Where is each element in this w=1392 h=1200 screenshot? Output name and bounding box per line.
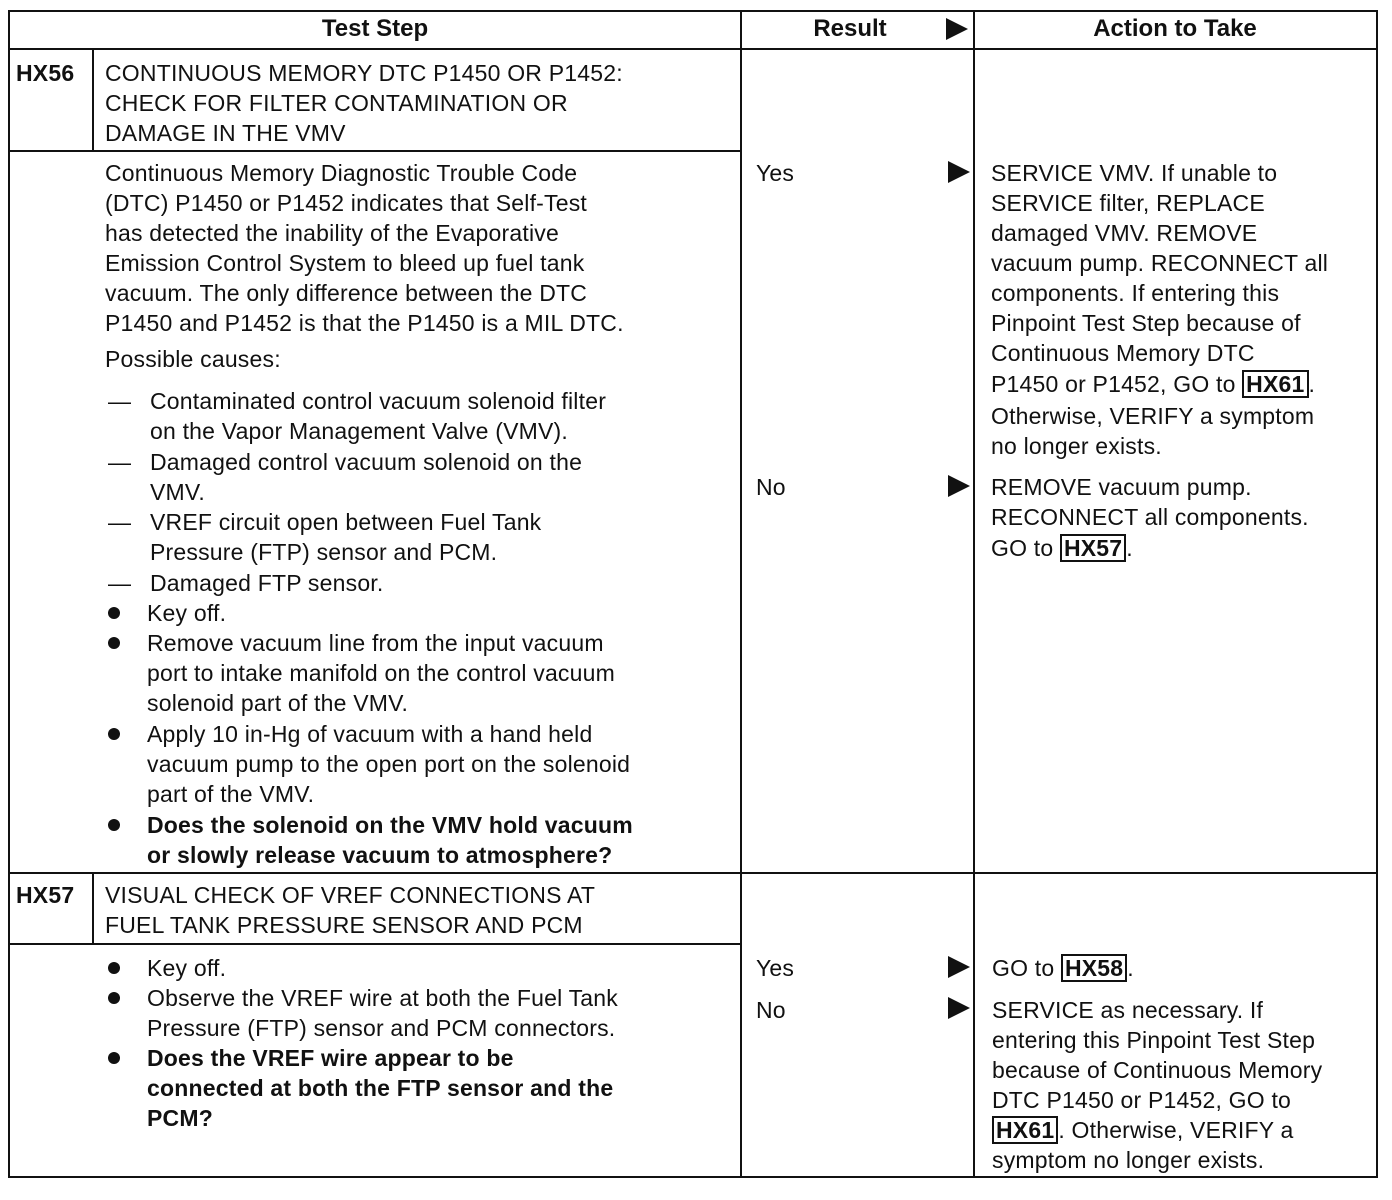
- hx56-step-line: vacuum pump to the open port on the solenoid: [147, 751, 631, 777]
- hx56-cause-line: Contaminated control vacuum solenoid filter: [150, 388, 607, 414]
- hx57-action-no-tail: symptom no longer exists.: [992, 1147, 1265, 1173]
- hx56-description-line: Emission Control System to bleed up fuel tank: [105, 250, 585, 276]
- header-action: Action to Take: [1093, 15, 1257, 42]
- goto-prefix: P1450 or P1452, GO to: [991, 371, 1236, 397]
- goto-suffix: .: [1126, 535, 1133, 561]
- hx56-action-yes-line: components. If entering this: [991, 280, 1280, 306]
- arrow-right-icon: [948, 997, 970, 1019]
- dash-icon: —: [108, 570, 131, 596]
- goto-hx58-link[interactable]: HX58: [1061, 954, 1127, 982]
- hx56-cause-line: VMV.: [150, 479, 205, 505]
- goto-hx61-link[interactable]: HX61: [992, 1116, 1058, 1144]
- hx57-action-no-line: entering this Pinpoint Test Step: [992, 1027, 1316, 1053]
- arrow-right-icon: [948, 161, 970, 183]
- bullet-icon: [108, 728, 120, 740]
- hx57-result-yes: Yes: [756, 955, 795, 981]
- hx56-cause-line: on the Vapor Management Valve (VMV).: [150, 418, 568, 444]
- hx57-step-line: Key off.: [147, 955, 227, 981]
- hx56-cause-line: Pressure (FTP) sensor and PCM.: [150, 539, 498, 565]
- hx56-description-line: P1450 and P1452 is that the P1450 is a MIL DTC.: [105, 310, 624, 336]
- hx56-action-no-line: RECONNECT all components.: [991, 504, 1309, 530]
- hx56-id-divider: [92, 50, 94, 151]
- hx56-description-line: (DTC) P1450 or P1452 indicates that Self-Test: [105, 190, 588, 216]
- bullet-icon: [108, 992, 120, 1004]
- table-right-border: [1376, 10, 1378, 1178]
- hx56-action-yes-goto: [991, 369, 1315, 399]
- hx56-action-yes-line: vacuum pump. RECONNECT all: [991, 250, 1329, 276]
- bullet-icon: [108, 607, 120, 619]
- header-result: Result: [813, 15, 887, 42]
- goto-suffix: . Otherwise, VERIFY a: [1058, 1117, 1294, 1143]
- hx56-possible-causes-label: Possible causes:: [105, 346, 281, 372]
- column-divider-action: [973, 10, 975, 1178]
- hx56-action-yes-tail: no longer exists.: [991, 433, 1162, 459]
- hx57-action-yes-goto: [992, 953, 1134, 983]
- goto-prefix: GO to: [991, 535, 1054, 561]
- hx57-question-line: Does the VREF wire appear to be: [147, 1045, 514, 1071]
- hx57-action-no-line: DTC P1450 or P1452, GO to: [992, 1087, 1292, 1113]
- hx56-step-line: port to intake manifold on the control vacuum: [147, 660, 615, 686]
- hx57-action-no-line: because of Continuous Memory: [992, 1057, 1323, 1083]
- hx56-action-yes-line: damaged VMV. REMOVE: [991, 220, 1258, 246]
- hx56-action-yes-tail: Otherwise, VERIFY a symptom: [991, 403, 1315, 429]
- hx56-action-no-line: REMOVE vacuum pump.: [991, 474, 1252, 500]
- hx56-action-yes-line: SERVICE VMV. If unable to: [991, 160, 1278, 186]
- hx56-action-yes-line: Continuous Memory DTC: [991, 340, 1255, 366]
- hx57-action-no-goto: [992, 1115, 1293, 1145]
- hx56-description-line: Continuous Memory Diagnostic Trouble Code: [105, 160, 578, 186]
- hx56-cause-line: VREF circuit open between Fuel Tank: [150, 509, 542, 535]
- hx56-description-line: vacuum. The only difference between the DTC: [105, 280, 588, 306]
- hx56-title-line: DAMAGE IN THE VMV: [105, 120, 346, 146]
- hx57-id-divider: [92, 874, 94, 944]
- goto-suffix: .: [1308, 371, 1316, 397]
- hx57-result-no: No: [756, 997, 786, 1023]
- hx56-result-no: No: [756, 474, 786, 500]
- goto-hx57-link[interactable]: HX57: [1060, 534, 1126, 562]
- hx57-title-line: FUEL TANK PRESSURE SENSOR AND PCM: [105, 912, 583, 938]
- hx56-action-no-goto: [991, 533, 1133, 563]
- hx56-cause-line: Damaged control vacuum solenoid on the: [150, 449, 583, 475]
- hx57-top-border: [8, 872, 1378, 874]
- hx56-title-line: CONTINUOUS MEMORY DTC P1450 OR P1452:: [105, 60, 623, 86]
- hx57-action-no-line: SERVICE as necessary. If: [992, 997, 1264, 1023]
- header-test-step: Test Step: [321, 15, 429, 42]
- column-divider-result: [740, 10, 742, 1178]
- hx57-title-bottom: [8, 943, 741, 945]
- arrow-right-icon: [948, 475, 970, 497]
- hx57-step-line: Pressure (FTP) sensor and PCM connectors.: [147, 1015, 616, 1041]
- dash-icon: —: [108, 449, 131, 475]
- hx56-step-line: Key off.: [147, 600, 227, 626]
- hx56-step-line: part of the VMV.: [147, 781, 315, 807]
- arrow-right-icon: [948, 956, 970, 978]
- hx56-action-yes-line: SERVICE filter, REPLACE: [991, 190, 1265, 216]
- hx57-title-line: VISUAL CHECK OF VREF CONNECTIONS AT: [105, 882, 596, 908]
- bullet-icon: [108, 637, 120, 649]
- hx56-title-line: CHECK FOR FILTER CONTAMINATION OR: [105, 90, 568, 116]
- hx57-question-line: PCM?: [147, 1105, 213, 1131]
- hx56-step-id: HX56: [16, 60, 75, 86]
- hx56-step-line: Remove vacuum line from the input vacuum: [147, 630, 604, 656]
- table-bottom-border: [8, 1176, 1378, 1178]
- bullet-icon: [108, 819, 120, 831]
- hx56-result-yes: Yes: [756, 160, 795, 186]
- bullet-icon: [108, 962, 120, 974]
- dash-icon: —: [108, 388, 131, 414]
- goto-prefix: GO to: [992, 955, 1055, 981]
- bullet-icon: [108, 1052, 120, 1064]
- goto-hx61-link[interactable]: HX61: [1242, 370, 1308, 398]
- dash-icon: —: [108, 509, 131, 535]
- hx57-question-line: connected at both the FTP sensor and the: [147, 1075, 614, 1101]
- header-bottom-border: [8, 48, 1378, 50]
- goto-suffix: .: [1127, 955, 1134, 981]
- header-arrow-icon: [946, 18, 968, 40]
- hx56-action-yes-line: Pinpoint Test Step because of: [991, 310, 1301, 336]
- hx56-question-line: or slowly release vacuum to atmosphere?: [147, 842, 613, 868]
- hx57-step-id: HX57: [16, 882, 75, 908]
- table-left-border: [8, 10, 10, 1178]
- hx56-description-line: has detected the inability of the Evaporative: [105, 220, 559, 246]
- hx56-question-line: Does the solenoid on the VMV hold vacuum: [147, 812, 633, 838]
- hx56-title-bottom: [8, 150, 741, 152]
- hx56-cause-line: Damaged FTP sensor.: [150, 570, 384, 596]
- hx56-step-line: Apply 10 in-Hg of vacuum with a hand held: [147, 721, 593, 747]
- hx57-step-line: Observe the VREF wire at both the Fuel Tank: [147, 985, 618, 1011]
- hx56-step-line: solenoid part of the VMV.: [147, 690, 409, 716]
